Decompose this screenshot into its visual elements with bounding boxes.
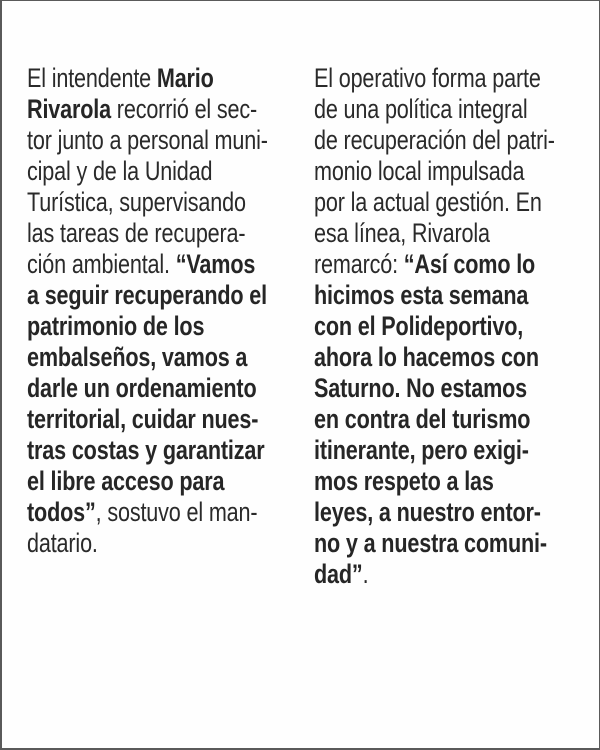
text-run: datario.	[27, 528, 98, 558]
text-line	[27, 311, 268, 342]
text-run: de una política integral	[314, 94, 528, 124]
text-line	[314, 156, 555, 187]
text-line	[27, 435, 268, 466]
bold-text-run: territorial, cuidar nues-	[27, 404, 259, 434]
text-line	[27, 156, 268, 187]
text-line	[314, 311, 555, 342]
bold-text-run: Mario	[156, 63, 214, 93]
text-run: recorrió el sec-	[110, 94, 258, 124]
bold-text-run: darle un ordenamiento	[27, 373, 257, 403]
text-run: , sostuvo el man-	[95, 497, 258, 527]
text-line	[314, 373, 555, 404]
text-run: tor junto a personal muni-	[27, 125, 268, 155]
text-line	[27, 373, 268, 404]
bold-text-run: “Vamos	[175, 249, 256, 279]
text-line	[27, 280, 268, 311]
text-run: cipal y de la Unidad	[27, 156, 213, 186]
text-run: Turística, supervisando	[27, 187, 246, 217]
text-line	[314, 218, 555, 249]
text-line	[27, 404, 268, 435]
text-line	[27, 466, 268, 497]
text-run: monio local impulsada	[314, 156, 525, 186]
text-line	[314, 342, 555, 373]
text-line	[27, 528, 268, 559]
text-run: las tareas de recupera-	[27, 218, 246, 248]
text-run: remarcó:	[314, 249, 404, 279]
text-line	[27, 497, 268, 528]
text-run: El intendente	[27, 63, 157, 93]
bold-text-run: patrimonio de los	[27, 311, 205, 341]
text-line	[314, 528, 555, 559]
bold-text-run: tras costas y garantizar	[27, 435, 265, 465]
bold-text-run: mos respeto a las	[314, 466, 494, 496]
bold-text-run: dad”	[314, 559, 363, 589]
bold-text-run: no y a nuestra comuni-	[314, 528, 547, 558]
text-line	[27, 187, 268, 218]
bold-text-run: ahora lo hacemos con	[314, 342, 539, 372]
text-line	[314, 466, 555, 497]
bold-text-run: “Así como lo	[403, 249, 536, 279]
text-run: esa línea, Rivarola	[314, 218, 490, 248]
bold-text-run: todos”	[27, 497, 96, 527]
text-line	[314, 63, 555, 94]
text-run: .	[362, 559, 369, 589]
text-line	[314, 187, 555, 218]
text-run: ción ambiental.	[27, 249, 176, 279]
text-line	[27, 342, 268, 373]
text-line	[27, 63, 268, 94]
bold-text-run: embalseños, vamos a	[27, 342, 248, 372]
text-line	[314, 249, 555, 280]
bold-text-run: itinerante, pero exigi-	[314, 435, 529, 465]
article-column-right	[314, 63, 600, 590]
text-line	[314, 497, 555, 528]
text-line	[314, 435, 555, 466]
bold-text-run: leyes, a nuestro entor-	[314, 497, 541, 527]
text-line	[314, 280, 555, 311]
bold-text-run: en contra del turismo	[314, 404, 531, 434]
text-line	[27, 218, 268, 249]
text-line	[27, 94, 268, 125]
bold-text-run: con el Polideportivo,	[314, 311, 524, 341]
text-line	[314, 404, 555, 435]
text-run: por la actual gestión. En	[314, 187, 542, 217]
bold-text-run: el libre acceso para	[27, 466, 225, 496]
bold-text-run: a seguir recuperando el	[27, 280, 268, 310]
text-line	[314, 125, 555, 156]
article-column-left	[27, 63, 328, 559]
bold-text-run: hicimos esta semana	[314, 280, 529, 310]
text-run: de recuperación del patri-	[314, 125, 555, 155]
text-line	[27, 249, 268, 280]
text-line	[27, 125, 268, 156]
bold-text-run: Saturno. No estamos	[314, 373, 528, 403]
text-run: El operativo forma parte	[314, 63, 541, 93]
text-line	[314, 94, 555, 125]
bold-text-run: Rivarola	[27, 94, 111, 124]
text-line	[314, 559, 555, 590]
